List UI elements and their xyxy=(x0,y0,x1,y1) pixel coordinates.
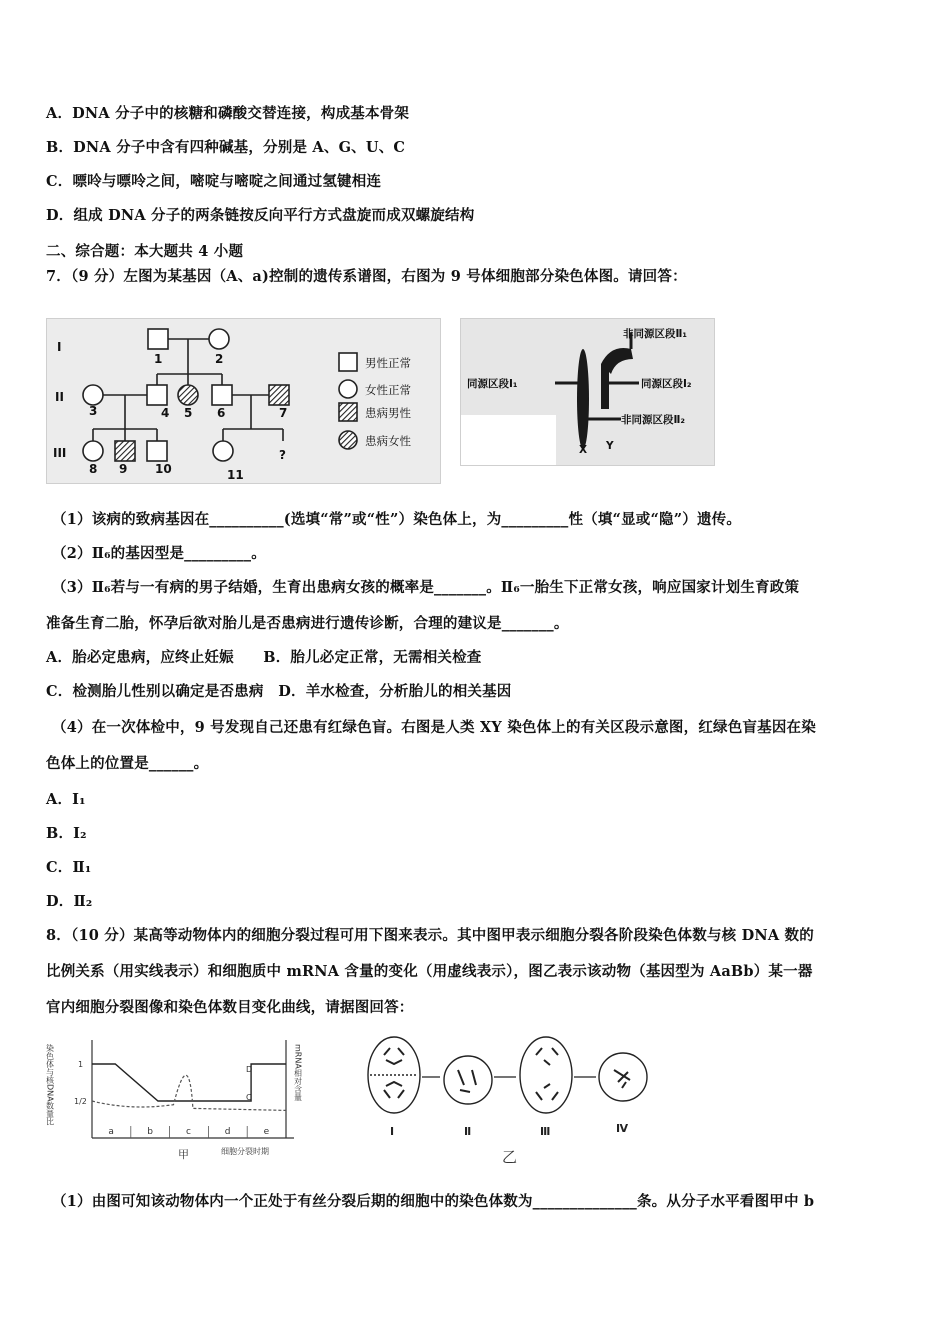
series-chromosome-dna-ratio xyxy=(92,1064,286,1101)
cell-label-2: Ⅱ xyxy=(464,1125,472,1138)
node-11: 11 xyxy=(227,468,244,482)
q7-stem: 7．（9 分）左图为某基因（A、a)控制的遗传系谱图，右图为 9 号体细胞部分染色体图。请回答： xyxy=(46,268,687,285)
q7-sub4a: （4）在一次体检中，9 号发现自己还患有红绿色盲。右图是人类 XY 染色体上的有关区段示意图，红绿色盲基因在染 xyxy=(52,719,816,736)
cells-caption: 乙 xyxy=(502,1148,518,1166)
node-2: 2 xyxy=(215,352,224,366)
node-10: 10 xyxy=(155,462,172,476)
q7-sub3-opt-cd: C．检测胎儿性别以确定是否患病 D．羊水检查，分析胎儿的相关基因 xyxy=(46,683,512,700)
xy-chromosome-figure xyxy=(460,318,715,466)
label-x: X xyxy=(579,444,588,456)
q8-stem-b: 比例关系（用实线表示）和细胞质中 mRNA 含量的变化（用虚线表示），图乙表示该动物（基因型为 AaBb）某一器 xyxy=(46,963,813,980)
node-3: 3 xyxy=(89,404,98,418)
legend-female-affected: 患病女性 xyxy=(365,434,411,448)
label-non-homologous-ii2: 非同源区段Ⅱ₂ xyxy=(621,414,686,426)
tick-1: 1 xyxy=(78,1060,84,1069)
q7-sub4-opt-a: A．I₁ xyxy=(46,791,86,808)
tick-half: 1/2 xyxy=(74,1097,87,1106)
node-1: 1 xyxy=(154,352,163,366)
q8-stem-a: 8．（10 分）某高等动物体内的细胞分裂过程可用下图来表示。其中图甲表示细胞分裂各阶段染色体数与核 DNA 数的 xyxy=(46,927,814,944)
label-homologous-i2: 同源区段Ⅰ₂ xyxy=(641,378,692,390)
cell-division-figure xyxy=(360,1030,660,1170)
q7-sub3a: （3）Ⅱ₆若与一有病的男子结婚，生育出患病女孩的概率是_______。Ⅱ₆一胎生下正常女孩，响应国家计划生育政策 xyxy=(52,579,800,596)
series-mrna xyxy=(92,1075,286,1110)
phase-label-c: c xyxy=(186,1127,191,1137)
node-9: 9 xyxy=(119,462,128,476)
node-8: 8 xyxy=(89,462,98,476)
option-6a: A．DNA 分子中的核糖和磷酸交替连接，构成基本骨架 xyxy=(46,105,410,122)
phase-label-e: e xyxy=(263,1127,270,1137)
option-6c: C．嘌呤与嘌呤之间，嘧啶与嘧啶之间通过氢键相连 xyxy=(46,173,382,190)
node-4: 4 xyxy=(161,406,170,420)
q8-stem-c: 官内细胞分裂图像和染色体数目变化曲线，请据图回答： xyxy=(46,999,414,1016)
y-axis-right-label: mRNA相对含量 xyxy=(293,1044,303,1101)
q7-sub4-opt-c: C．Ⅱ₁ xyxy=(46,859,92,876)
q7-sub4-opt-d: D．Ⅱ₂ xyxy=(46,893,93,910)
q8-sub1: （1）由图可知该动物体内一个正处于有丝分裂后期的细胞中的染色体数为______________条。从分子水平看图甲中 b xyxy=(52,1193,815,1210)
gen-label-1: I xyxy=(57,340,62,354)
node-6: 6 xyxy=(217,406,226,420)
section-heading: 二、综合题：本大题共 4 小题 xyxy=(46,243,244,260)
node-unknown: ? xyxy=(279,448,286,462)
label-y: Y xyxy=(606,440,614,452)
label-homologous-i1: 同源区段Ⅰ₁ xyxy=(467,378,518,390)
q7-sub4b: 色体上的位置是______。 xyxy=(46,755,209,772)
y-axis-label: 染色体与核DNA数量比 xyxy=(46,1044,55,1126)
q7-sub1: （1）该病的致病基因在__________(选填“常”或“性”）染色体上，为_________性（填“显或“隐”）遗传。 xyxy=(52,511,742,528)
q7-sub3b: 准备生育二胎，怀孕后欲对胎儿是否患病进行遗传诊断，合理的建议是_______。 xyxy=(46,615,569,632)
node-5: 5 xyxy=(184,406,193,420)
chart-jia xyxy=(46,1030,316,1160)
option-6d: D．组成 DNA 分子的两条链按反向平行方式盘旋而成双螺旋结构 xyxy=(46,207,475,224)
label-non-homologous-ii1: 非同源区段Ⅱ₁ xyxy=(623,328,688,340)
q7-sub2: （2）Ⅱ₆的基因型是_________。 xyxy=(52,545,266,562)
x-axis-label: 细胞分裂时期 xyxy=(221,1147,269,1156)
point-d: D xyxy=(246,1065,253,1074)
option-6b: B．DNA 分子中含有四种碱基，分别是 A、G、U、C xyxy=(46,139,406,156)
node-7: 7 xyxy=(279,406,288,420)
phase-label-a: a xyxy=(108,1127,114,1137)
phase-label-d: d xyxy=(224,1127,231,1137)
gen-label-3: III xyxy=(53,446,67,460)
cell-2 xyxy=(444,1056,492,1104)
cell-label-1: Ⅰ xyxy=(390,1125,395,1138)
legend-male-normal: 男性正常 xyxy=(365,356,411,370)
pedigree-figure xyxy=(46,318,441,484)
x-chromosome xyxy=(577,349,589,449)
cell-label-4: Ⅳ xyxy=(616,1122,629,1135)
legend-male-affected: 患病男性 xyxy=(365,406,411,420)
q7-sub4-opt-b: B．I₂ xyxy=(46,825,87,842)
q7-sub3-opt-ab: A．胎必定患病，应终止妊娠 B．胎儿必定正常，无需相关检查 xyxy=(46,649,482,666)
point-c: C xyxy=(246,1093,252,1102)
gen-label-2: II xyxy=(55,390,64,404)
cell-label-3: Ⅲ xyxy=(540,1125,551,1138)
cell-3 xyxy=(520,1037,572,1113)
chart-caption: 甲 xyxy=(178,1148,189,1160)
legend-female-normal: 女性正常 xyxy=(365,383,411,397)
phase-label-b: b xyxy=(147,1127,153,1137)
